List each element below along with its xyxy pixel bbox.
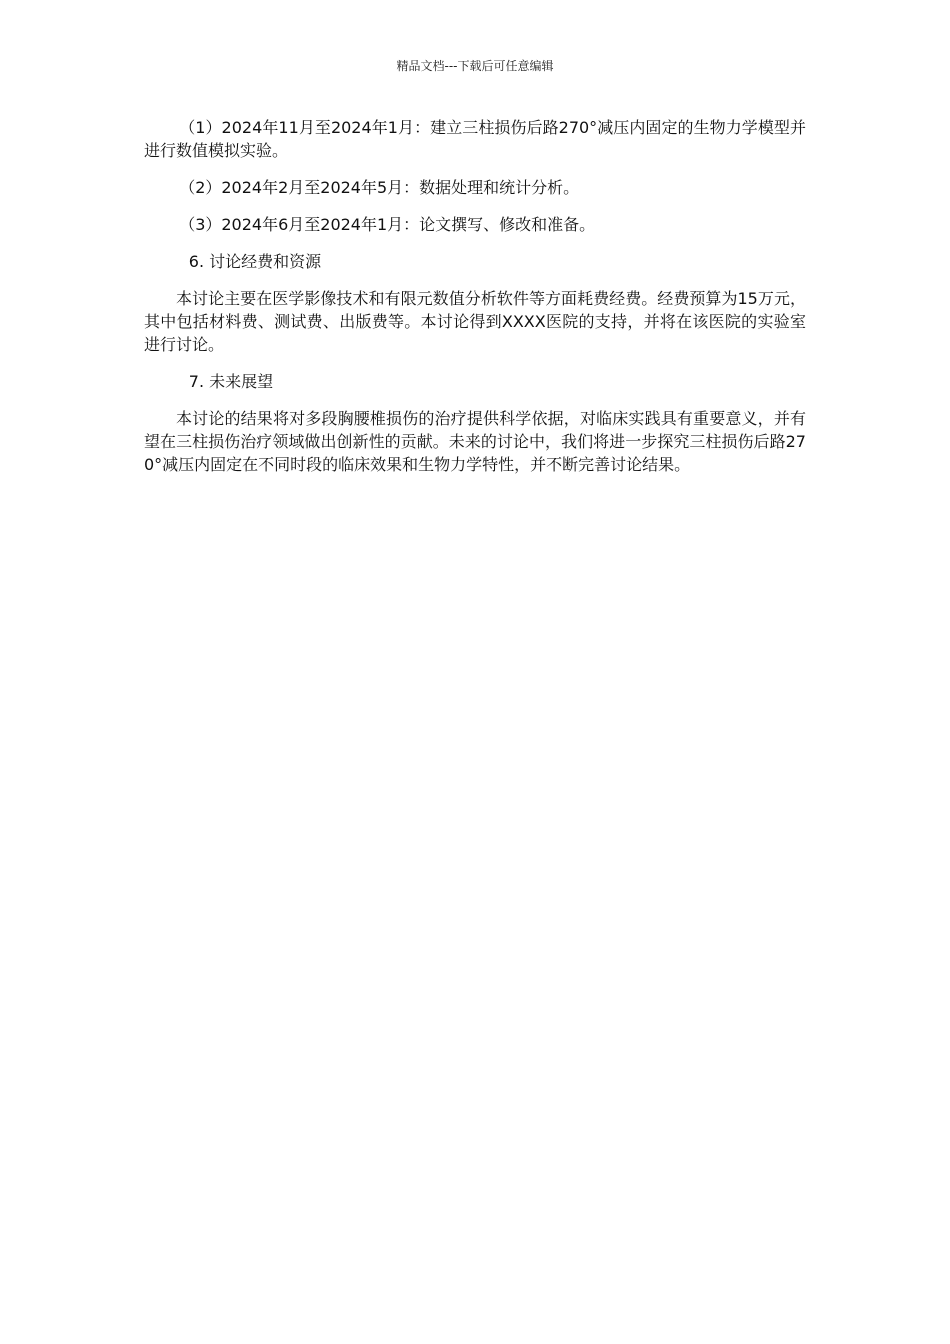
section-heading-outlook: 7. 未来展望 bbox=[188, 372, 274, 391]
page-header: 精品文档---下载后可任意编辑 bbox=[396, 59, 554, 73]
schedule-item-2: （2）2024年2月至2024年5月：数据处理和统计分析。 bbox=[179, 178, 580, 197]
section-heading-funding: 6. 讨论经费和资源 bbox=[188, 252, 322, 271]
paragraph-outlook: 本讨论的结果将对多段胸腰椎损伤的治疗提供科学依据，对临床实践具有重要意义，并有望在三柱损伤治疗领域做出创新性的贡献。未来的讨论中，我们将进一步探究三柱损伤后路270°减压内固定在不同时段的临床效果和生物力学特性，并不断完善讨论结果。 bbox=[144, 409, 806, 474]
schedule-item-1: （1）2024年11月至2024年1月：建立三柱损伤后路270°减压内固定的生物力学模型并进行数值模拟实验。 bbox=[144, 118, 806, 160]
paragraph-funding: 本讨论主要在医学影像技术和有限元数值分析软件等方面耗费经费。经费预算为15万元，其中包括材料费、测试费、出版费等。本讨论得到XXXX医院的支持，并将在该医院的实验室进行讨论。 bbox=[144, 289, 806, 354]
schedule-item-3: （3）2024年6月至2024年1月：论文撰写、修改和准备。 bbox=[179, 215, 596, 234]
document-body bbox=[144, 116, 806, 490]
